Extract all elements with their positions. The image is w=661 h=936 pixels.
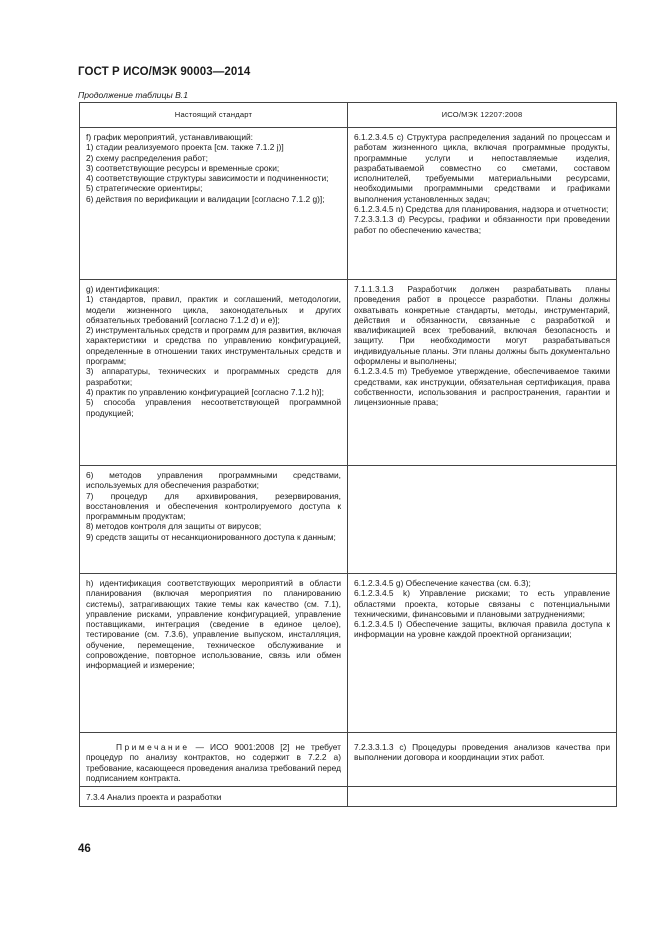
cell-text: 6.1.2.3.4.5 m) Требуемое утверждение, обеспечиваемое такими средствами, как инструкции, обязательная сертификация, права собственности, использования и распространения, гарантии и лицензионные права; — [354, 366, 610, 408]
cell-text: 7.2.3.3.1.3 с) Процедуры проведения анализов качества при выполнении договора и координации этих работ. — [354, 742, 610, 763]
cell-text: 5) способа управления несоответствующей программной продукцией; — [86, 397, 341, 418]
note-cell — [80, 733, 348, 787]
cell-text: 5) стратегические ориентиры; — [86, 183, 203, 194]
cell-text: 6.1.2.3.4.5 n) Средства для планирования, надзора и отчетности; — [354, 204, 609, 215]
table-row — [80, 466, 617, 574]
cell-text: 7.2.3.3.1.3 d) Ресурсы, графики и обязанности при проведении работ по обеспечению качества; — [354, 214, 610, 235]
cell-text: g) идентификация: — [86, 284, 160, 294]
cell-text: 6) действия по верификации и валидации [согласно 7.1.2 g)]; — [86, 193, 325, 204]
document-code: ГОСТ Р ИСО/МЭК 90003—2014 — [78, 66, 251, 78]
cell-text: 6.1.2.3.4.5 k) Управление рисками; то есть управление областями проекта, которые связаны с потенциальными техническими, финансовыми и плановыми затруднениями; — [354, 588, 610, 619]
note-text: — ИСО 9001:2008 [2] не требует процедур по анализу контрактов, но содержит в 7.2.2 а) требование, касающееся проведения анализа требований перед подписанием контракта. — [86, 742, 341, 783]
cell-right — [348, 128, 617, 280]
cell-left — [80, 128, 348, 280]
cell-right-empty — [348, 787, 617, 807]
column-header-standard: Настоящий стандарт — [80, 103, 348, 128]
cell-text: f) график мероприятий, устанавливающий: — [86, 132, 254, 142]
cell-right — [348, 574, 617, 733]
cell-text: 8) методов контроля для защиты от вирусов; — [86, 521, 262, 532]
cell-right — [348, 280, 617, 466]
table-row-note — [80, 733, 617, 787]
cell-text: 7) процедур для архивирования, резервирования, восстановления и обеспечения контролируемого доступа к программным продуктам; — [86, 490, 341, 522]
table-row — [80, 574, 617, 733]
section-heading: 7.3.4 Анализ проекта и разработки — [86, 792, 222, 803]
cell-left — [80, 280, 348, 466]
table-row — [80, 128, 617, 280]
cell-text: 3) аппаратуры, технических и программных средств для разработки; — [86, 366, 341, 387]
cell-text: 6.1.2.3.4.5 g) Обеспечение качества (см. 6.3); — [354, 578, 531, 588]
cell-left — [80, 787, 348, 807]
table-caption: Продолжение таблицы В.1 — [78, 90, 188, 100]
cell-text: 3) соответствующие ресурсы и временные сроки; — [86, 162, 280, 173]
page-number: 46 — [78, 843, 91, 855]
cell-text: 4) соответствующие структуры зависимости и подчиненности; — [86, 173, 329, 184]
table-header-row — [80, 103, 617, 128]
cell-text: 7.1.1.3.1.3 Разработчик должен разрабатывать планы проведения работ в процессе разработки. Планы должны охватывать конкретные стандарты, методы, инструментарий, действия и обязанности, связанные с разработкой и квалификацией всех требований, включая безопасность и защиту. При необходимости могут разрабатываться индивидуальные планы. Эти планы должны быть документально оформлены и выполнены; — [354, 284, 610, 367]
note-label: Примечание — [116, 742, 190, 752]
cell-text: 6.1.2.3.4.5 l) Обеспечение защиты, включая правила доступа к информации на уровне каждой проектной организации; — [354, 619, 610, 640]
cell-left — [80, 466, 348, 574]
cell-text: 2) инструментальных средств и программ для развития, включая характеристики и средства по управлению конфигурацией, определенные в отношении таких инструментальных средств и программ; — [86, 325, 341, 367]
cell-left — [80, 574, 348, 733]
cell-text: 9) средств защиты от несанкционированного доступа к данным; — [86, 531, 336, 542]
cell-text: 6.1.2.3.4.5 с) Структура распределения заданий по процессам и работам жизненного цикла, включая программные продукты, программные услуги и непоставляемые изделия, разрабатываемой совместно со сметами, составом исполнителей, требуемыми материальными ресурсами, необходимыми программными средствами и графиками выполнения установленных задач; — [354, 132, 610, 204]
table-row — [80, 280, 617, 466]
comparison-table — [79, 102, 617, 807]
cell-text: 4) практик по управлению конфигурацией [согласно 7.1.2 h)]; — [86, 386, 324, 397]
cell-right — [348, 733, 617, 787]
cell-text: 1) стадии реализуемого проекта [см. также 7.1.2 j)] — [86, 142, 284, 153]
table-row — [80, 787, 617, 807]
cell-right-empty — [348, 466, 617, 574]
column-header-iso: ИСО/МЭК 12207:2008 — [348, 103, 617, 128]
cell-text: h) идентификация соответствующих мероприятий в области планирования (включая мероприятия по планированию системы), затрагивающих такие темы как качество (см. 7.1), управление рисками, управление конфигурацией, управление поставщиками, интеграция (сведение в единое целое), тестирование (см. 7.3.6), управление выпуском, инсталляция, обучение, перемещение, техническое обслуживание и сопровождение, повторное использование, связь или обмен информацией и измерение; — [86, 578, 341, 671]
cell-text: 6) методов управления программными средствами, используемых для обеспечения разработки; — [86, 470, 341, 491]
cell-text: 2) схему распределения работ; — [86, 152, 208, 163]
cell-text: 1) стандартов, правил, практик и соглашений, методологии, модели жизненного цикла, законодательных и других обязательных требований [согласно 7.1.2 d) и е)]; — [86, 294, 341, 325]
